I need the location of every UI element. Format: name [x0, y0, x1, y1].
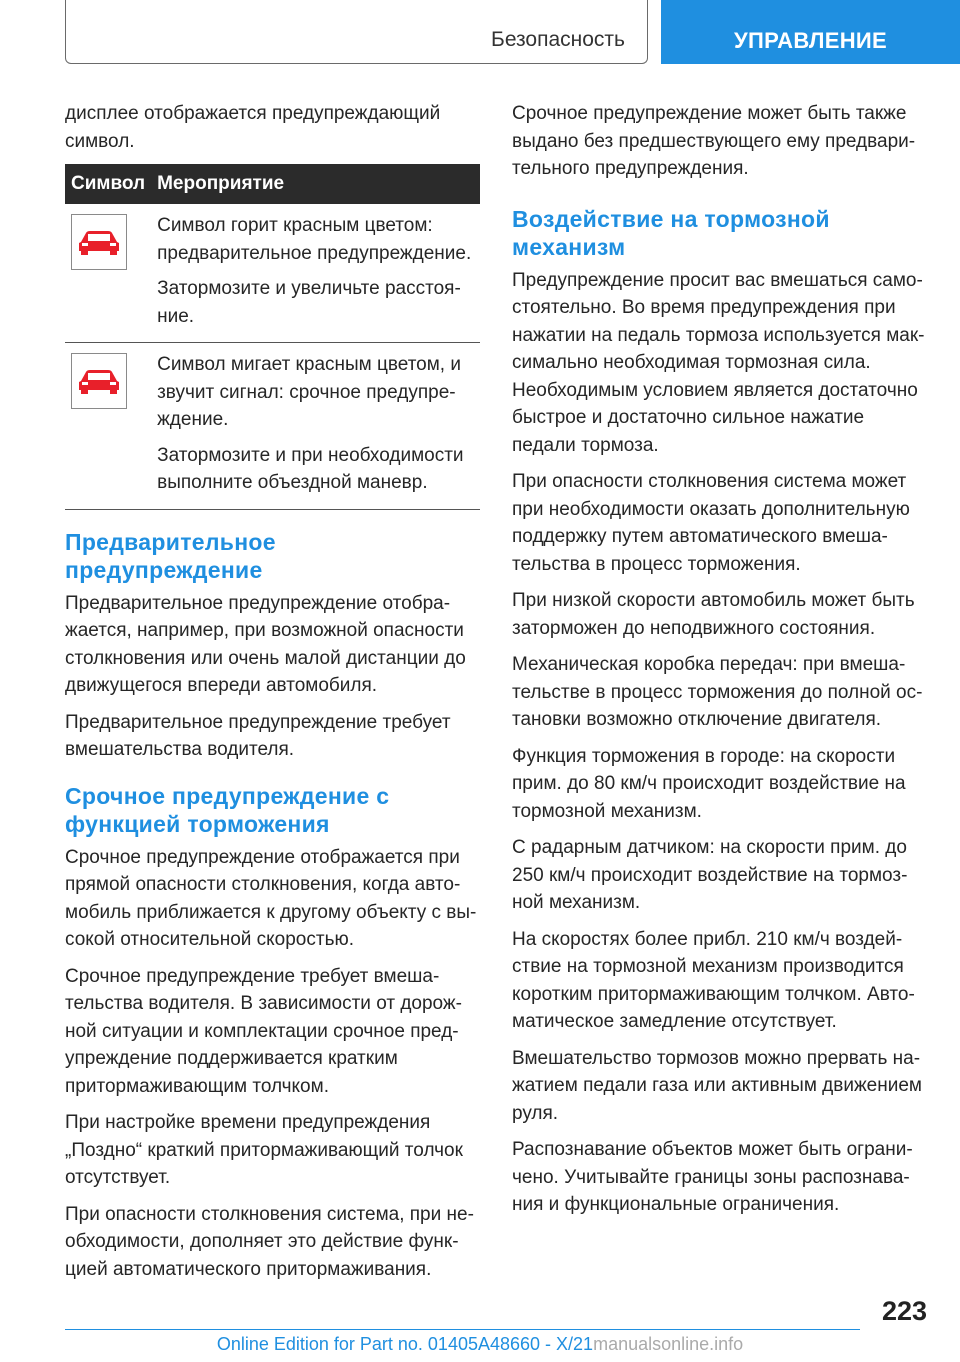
paragraph: На скоростях более прибл. 210 км/ч воздействие на тормозной механизм производится коротким притормаживающим толчком. Автоматическое замедление отсутствует.: [512, 928, 915, 1032]
paragraph: При низкой скорости автомобиль может быть заторможен до неподвижного состояния.: [512, 590, 915, 639]
intro-text: дисплее отображается предупреждающий символ.: [65, 103, 441, 152]
row-text: Затормозите и при необходимости выполните объездной маневр.: [157, 444, 464, 493]
red-car-warning-icon: [71, 214, 127, 270]
footer-divider: [65, 1329, 860, 1330]
red-car-warning-icon: [71, 353, 127, 409]
paragraph: Механическая коробка передач: при вмешательстве в процесс торможения до полной остановки возможно отключение двигателя.: [512, 654, 923, 730]
paragraph: Предварительное предупреждение отображается, например, при возможной опасности столкновения или очень малой дистанции до движущегося впереди автомобиля.: [65, 592, 466, 696]
paragraph: Предупреждение просит вас вмешаться самостоятельно. Во время предупреждения при нажатии на педаль тормоза используется максимально необходимая тормозная сила. Необходимым условием является достаточно быстрое и достаточно сильное нажатие педали тормоза.: [512, 269, 925, 456]
left-column: [65, 100, 480, 1292]
row-text: Символ мигает красным цветом, и звучит сигнал: срочное предупреждение.: [157, 354, 461, 430]
chapter-tab[interactable]: УПРАВЛЕНИЕ: [661, 0, 960, 64]
paragraph: При опасности столкновения система, при необходимости, дополняет это действие функцией автоматического притормаживания.: [65, 1203, 474, 1280]
edition-text: Online Edition for Part no. 01405A48660 - X/21: [216, 1334, 594, 1354]
paragraph: С радарным датчиком: на скорости прим. до 250 км/ч происходит воздействие на тормозной механизм.: [512, 837, 908, 913]
row-text: Затормозите и увеличьте расстояние.: [157, 278, 461, 327]
row-text: Символ горит красным цветом: предварительное предупреждение.: [157, 215, 472, 264]
paragraph: Функция торможения в городе: на скорости прим. до 80 км/ч происходит воздействие на тормозной механизм.: [512, 745, 906, 822]
watermark-text: manualsonline.info: [593, 1334, 744, 1354]
paragraph: Распознавание объектов может быть ограничено. Учитывайте границы зоны распознавания и функциональные ограничения.: [512, 1139, 913, 1215]
paragraph: Вмешательство тормозов можно прервать нажатием педали газа или активным движением руля.: [512, 1047, 922, 1124]
paragraph: Срочное предупреждение требует вмешательства водителя. В зависимости от дорожной ситуации и комплектации срочное предупреждение поддерживается кратким притормаживающим толчком.: [65, 965, 462, 1097]
heading-pre-warning: Предварительное предупреждение: [65, 528, 276, 583]
table-header-symbol: Символ: [65, 164, 151, 204]
paragraph: При настройке времени предупреждения „Поздно“ краткий притормаживающий толчок отсутствует.: [65, 1112, 463, 1188]
footer-edition: [0, 1334, 960, 1355]
paragraph: При опасности столкновения система может при необходимости оказать дополнительную поддержку путем автоматического вмешательства в процесс торможения.: [512, 471, 910, 575]
heading-brake-intervention: Воздействие на тормозной механизм: [512, 205, 830, 260]
paragraph: Предварительное предупреждение требует вмешательства водителя.: [65, 711, 451, 760]
page-number: 223: [881, 1296, 927, 1326]
heading-urgent-warning: Срочное предупреждение с функцией торможения: [65, 782, 390, 837]
table-row: [65, 204, 480, 343]
section-title: Безопасность: [491, 28, 625, 51]
paragraph: Срочное предупреждение может быть также выдано без предшествующего ему предварительного предупреждения.: [512, 103, 916, 179]
table-header-action: Мероприятие: [151, 164, 480, 204]
symbol-table: [65, 164, 480, 510]
table-row: [65, 343, 480, 510]
right-column: [512, 100, 927, 1228]
paragraph: Срочное предупреждение отображается при прямой опасности столкновения, когда автомобиль приближается к другому объекту с высокой относительной скоростью.: [65, 846, 477, 950]
